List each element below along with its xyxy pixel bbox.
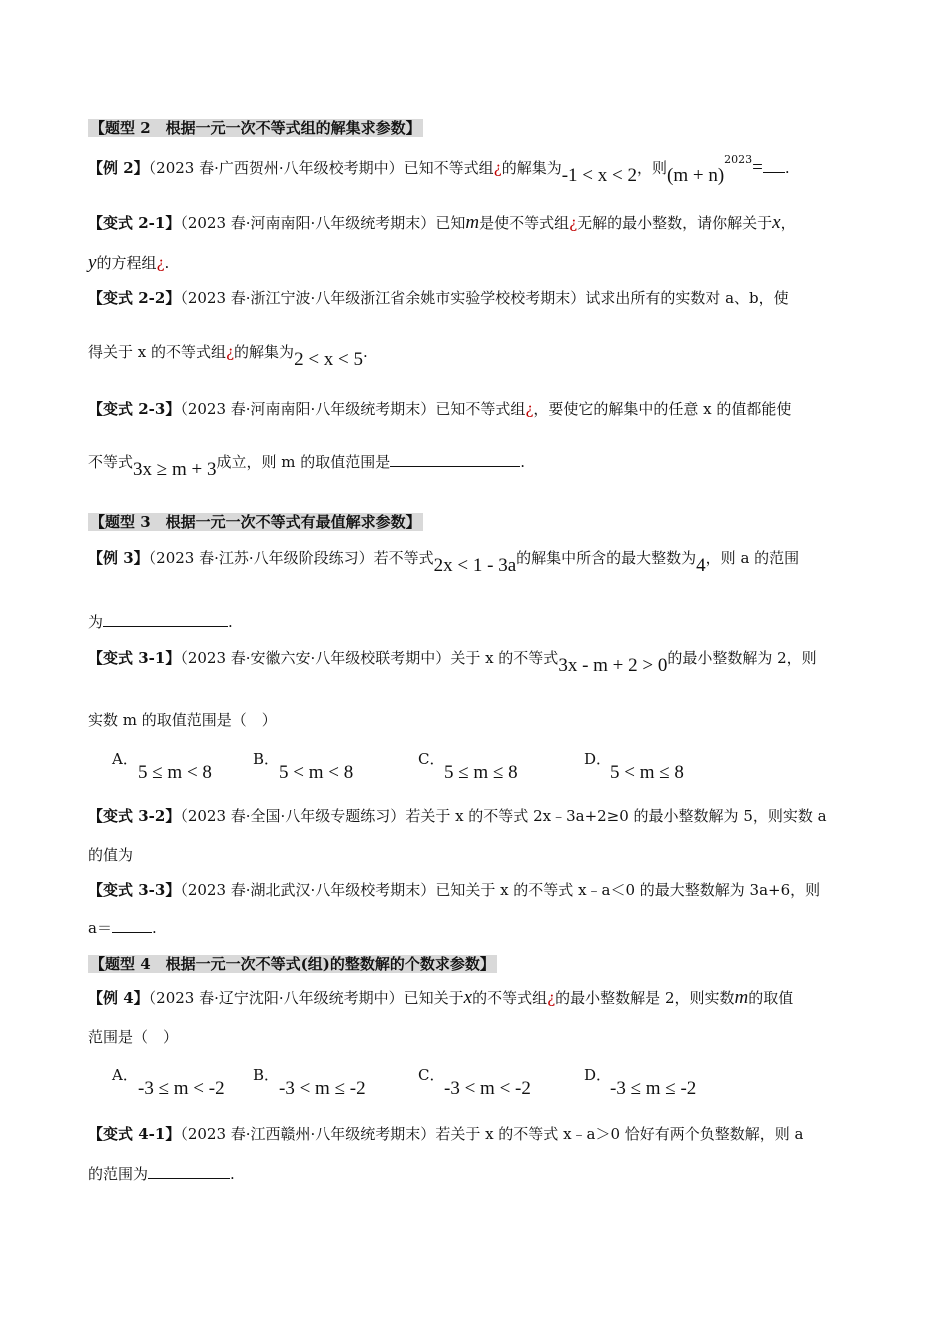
text: . [520,453,525,471]
text: 无解的最小整数，请你解关于 [577,214,773,232]
missing-formula-symbol: ¿ [226,343,235,361]
example-3-cont [88,612,233,632]
section-heading-4 [88,954,497,974]
text: 的解集为 [501,159,562,177]
text: 得关于 x 的不等式组 [88,343,226,361]
text: 若关于 x 的不等式 2x﹣3a+2≥0 的最小整数解为 5，则实数 a [405,807,827,825]
var-x: x [463,987,473,1008]
text: 已知关于 [403,989,464,1007]
option-label: D． [584,750,612,768]
text: . [228,613,233,631]
text: 是使不等式组 [479,214,570,232]
variant-3-2-cont [88,845,133,865]
text: 试求出所有的实数对 a、b，使 [585,289,789,307]
option-label: B． [253,1066,280,1084]
section-heading-3 [88,512,423,532]
option-value: 5 ≤ m < 8 [138,762,212,783]
power-base: (m + n) [667,165,725,186]
example-tag: 【例 3】 [88,549,149,567]
text: . [164,254,170,272]
variant-tag: 【变式 4-1】 [88,1125,181,1143]
text: 已知不等式组 [435,400,526,418]
missing-formula-symbol: ¿ [493,159,502,177]
solution-set-formula: 2 < x < 5 [294,349,363,370]
variant-3-1 [88,648,817,676]
option-label: B． [253,750,280,768]
option-label: A． [112,1066,138,1084]
text: 为 [88,613,104,631]
variant-source: （2023 春·全国·八年级专题练习） [180,807,406,825]
text: 已知关于 x 的不等式 x﹣a＜0 的最大整数解为 3a+6，则 [435,881,821,899]
option-label: A． [112,750,138,768]
variant-source: （2023 春·浙江宁波·八年级浙江省余姚市实验学校校考期末） [180,289,586,307]
variant-2-3 [88,399,791,419]
example-source: （2023 春·辽宁沈阳·八年级统考期中） [148,989,404,1007]
text: 的值为 [88,846,134,864]
equals-sign: = [752,157,763,178]
option-value: -3 < m ≤ -2 [279,1078,366,1099]
missing-formula-symbol: ¿ [547,989,556,1007]
text: . [363,343,368,361]
text: 的不等式组 [472,989,548,1007]
option-label: C． [418,1066,445,1084]
inequality-formula: 3x ≥ m + 3 [133,459,217,480]
variant-source: （2023 春·安徽六安·八年级校联考期中） [180,649,451,667]
var-x: x [772,212,781,233]
power-exponent: 2023 [724,153,753,166]
variant-source: （2023 春·湖北武汉·八年级校考期末） [180,881,436,899]
example-4-cont [88,1027,178,1047]
text: 的范围为 [88,1165,149,1183]
option-value: 5 < m < 8 [279,762,354,783]
example-source: （2023 春·广西贺州·八年级校考期中） [148,159,404,177]
variant-tag: 【变式 3-1】 [88,649,181,667]
heading-text: 【题型 2 根据一元一次不等式组的解集求参数】 [90,119,421,137]
option-value: -3 ≤ m < -2 [138,1078,225,1099]
text: 不等式 [88,453,134,471]
answer-blank[interactable] [103,612,228,627]
variant-source: （2023 春·河南南阳·八年级统考期末） [180,400,436,418]
variant-source: （2023 春·河南南阳·八年级统考期末） [180,214,436,232]
text: ， [780,214,796,232]
variant-3-3-cont [88,918,157,938]
text: 已知 [435,214,466,232]
variant-4-1 [88,1124,804,1144]
text: 关于 x 的不等式 [450,649,559,667]
example-tag: 【例 2】 [88,159,149,177]
missing-formula-symbol: ¿ [569,214,578,232]
option-value: 5 < m ≤ 8 [610,762,684,783]
text: 范围是（ ） [88,1028,179,1046]
inequality-formula: 3x - m + 2 > 0 [558,655,668,676]
variant-3-1-cont [88,710,277,730]
text: . [784,159,790,177]
missing-formula-symbol: ¿ [156,254,165,272]
variant-2-3-cont [88,452,525,480]
text: . [230,1165,235,1183]
answer-blank[interactable] [390,452,520,467]
variant-tag: 【变式 3-2】 [88,807,181,825]
text: 若不等式 [373,549,434,567]
text: a＝ [88,919,112,937]
variant-tag: 【变式 2-3】 [88,400,181,418]
variant-2-2-cont [88,342,368,370]
variant-2-2 [88,288,789,308]
text: 的最小整数解为 2，则 [667,649,817,667]
var-m: m [465,212,480,233]
variant-3-3 [88,880,820,900]
max-integer-value: 4 [696,555,706,576]
example-4 [88,988,793,1008]
text: ，要使它的解集中的任意 x 的值都能使 [533,400,792,418]
answer-blank[interactable] [148,1164,230,1179]
text: 的取值 [748,989,794,1007]
section-heading-2 [88,118,423,138]
option-label: D． [584,1066,612,1084]
option-value: -3 < m < -2 [444,1078,531,1099]
variant-tag: 【变式 2-1】 [88,214,181,232]
var-y: y [88,252,97,273]
missing-formula-symbol: ¿ [525,400,534,418]
variant-3-2 [88,806,827,826]
variant-source: （2023 春·江西赣州·八年级统考期末） [180,1125,436,1143]
var-m: m [734,987,749,1008]
variant-2-1-cont [88,253,169,273]
text: 已知不等式组 [403,159,494,177]
answer-blank[interactable] [763,158,785,173]
text: 的方程组 [96,254,157,272]
option-label: C． [418,750,445,768]
text: ，则 [637,159,668,177]
variant-4-1-cont [88,1164,235,1184]
option-value: -3 ≤ m ≤ -2 [610,1078,697,1099]
solution-set-formula: -1 < x < 2 [561,165,637,186]
text: 的最小整数解是 2，则实数 [555,989,735,1007]
example-2 [88,153,790,186]
answer-blank[interactable] [112,918,152,933]
example-3 [88,548,800,576]
text: 若关于 x 的不等式 x﹣a＞0 恰好有两个负整数解，则 a [435,1125,804,1143]
text: 实数 m 的取值范围是（ ） [88,711,277,729]
text: 成立，则 m 的取值范围是 [216,453,391,471]
variant-tag: 【变式 3-3】 [88,881,181,899]
example-source: （2023 春·江苏·八年级阶段练习） [148,549,374,567]
example-tag: 【例 4】 [88,989,149,1007]
inequality-formula: 2x < 1 - 3a [433,555,517,576]
variant-2-1 [88,213,796,233]
text: 的解集为 [234,343,295,361]
text: 的解集中所含的最大整数为 [516,549,697,567]
heading-text: 【题型 3 根据一元一次不等式有最值解求参数】 [90,513,421,531]
text: ，则 a 的范围 [705,549,800,567]
text: . [151,919,157,937]
variant-tag: 【变式 2-2】 [88,289,181,307]
heading-text: 【题型 4 根据一元一次不等式(组)的整数解的个数求参数】 [90,955,495,973]
option-value: 5 ≤ m ≤ 8 [444,762,518,783]
